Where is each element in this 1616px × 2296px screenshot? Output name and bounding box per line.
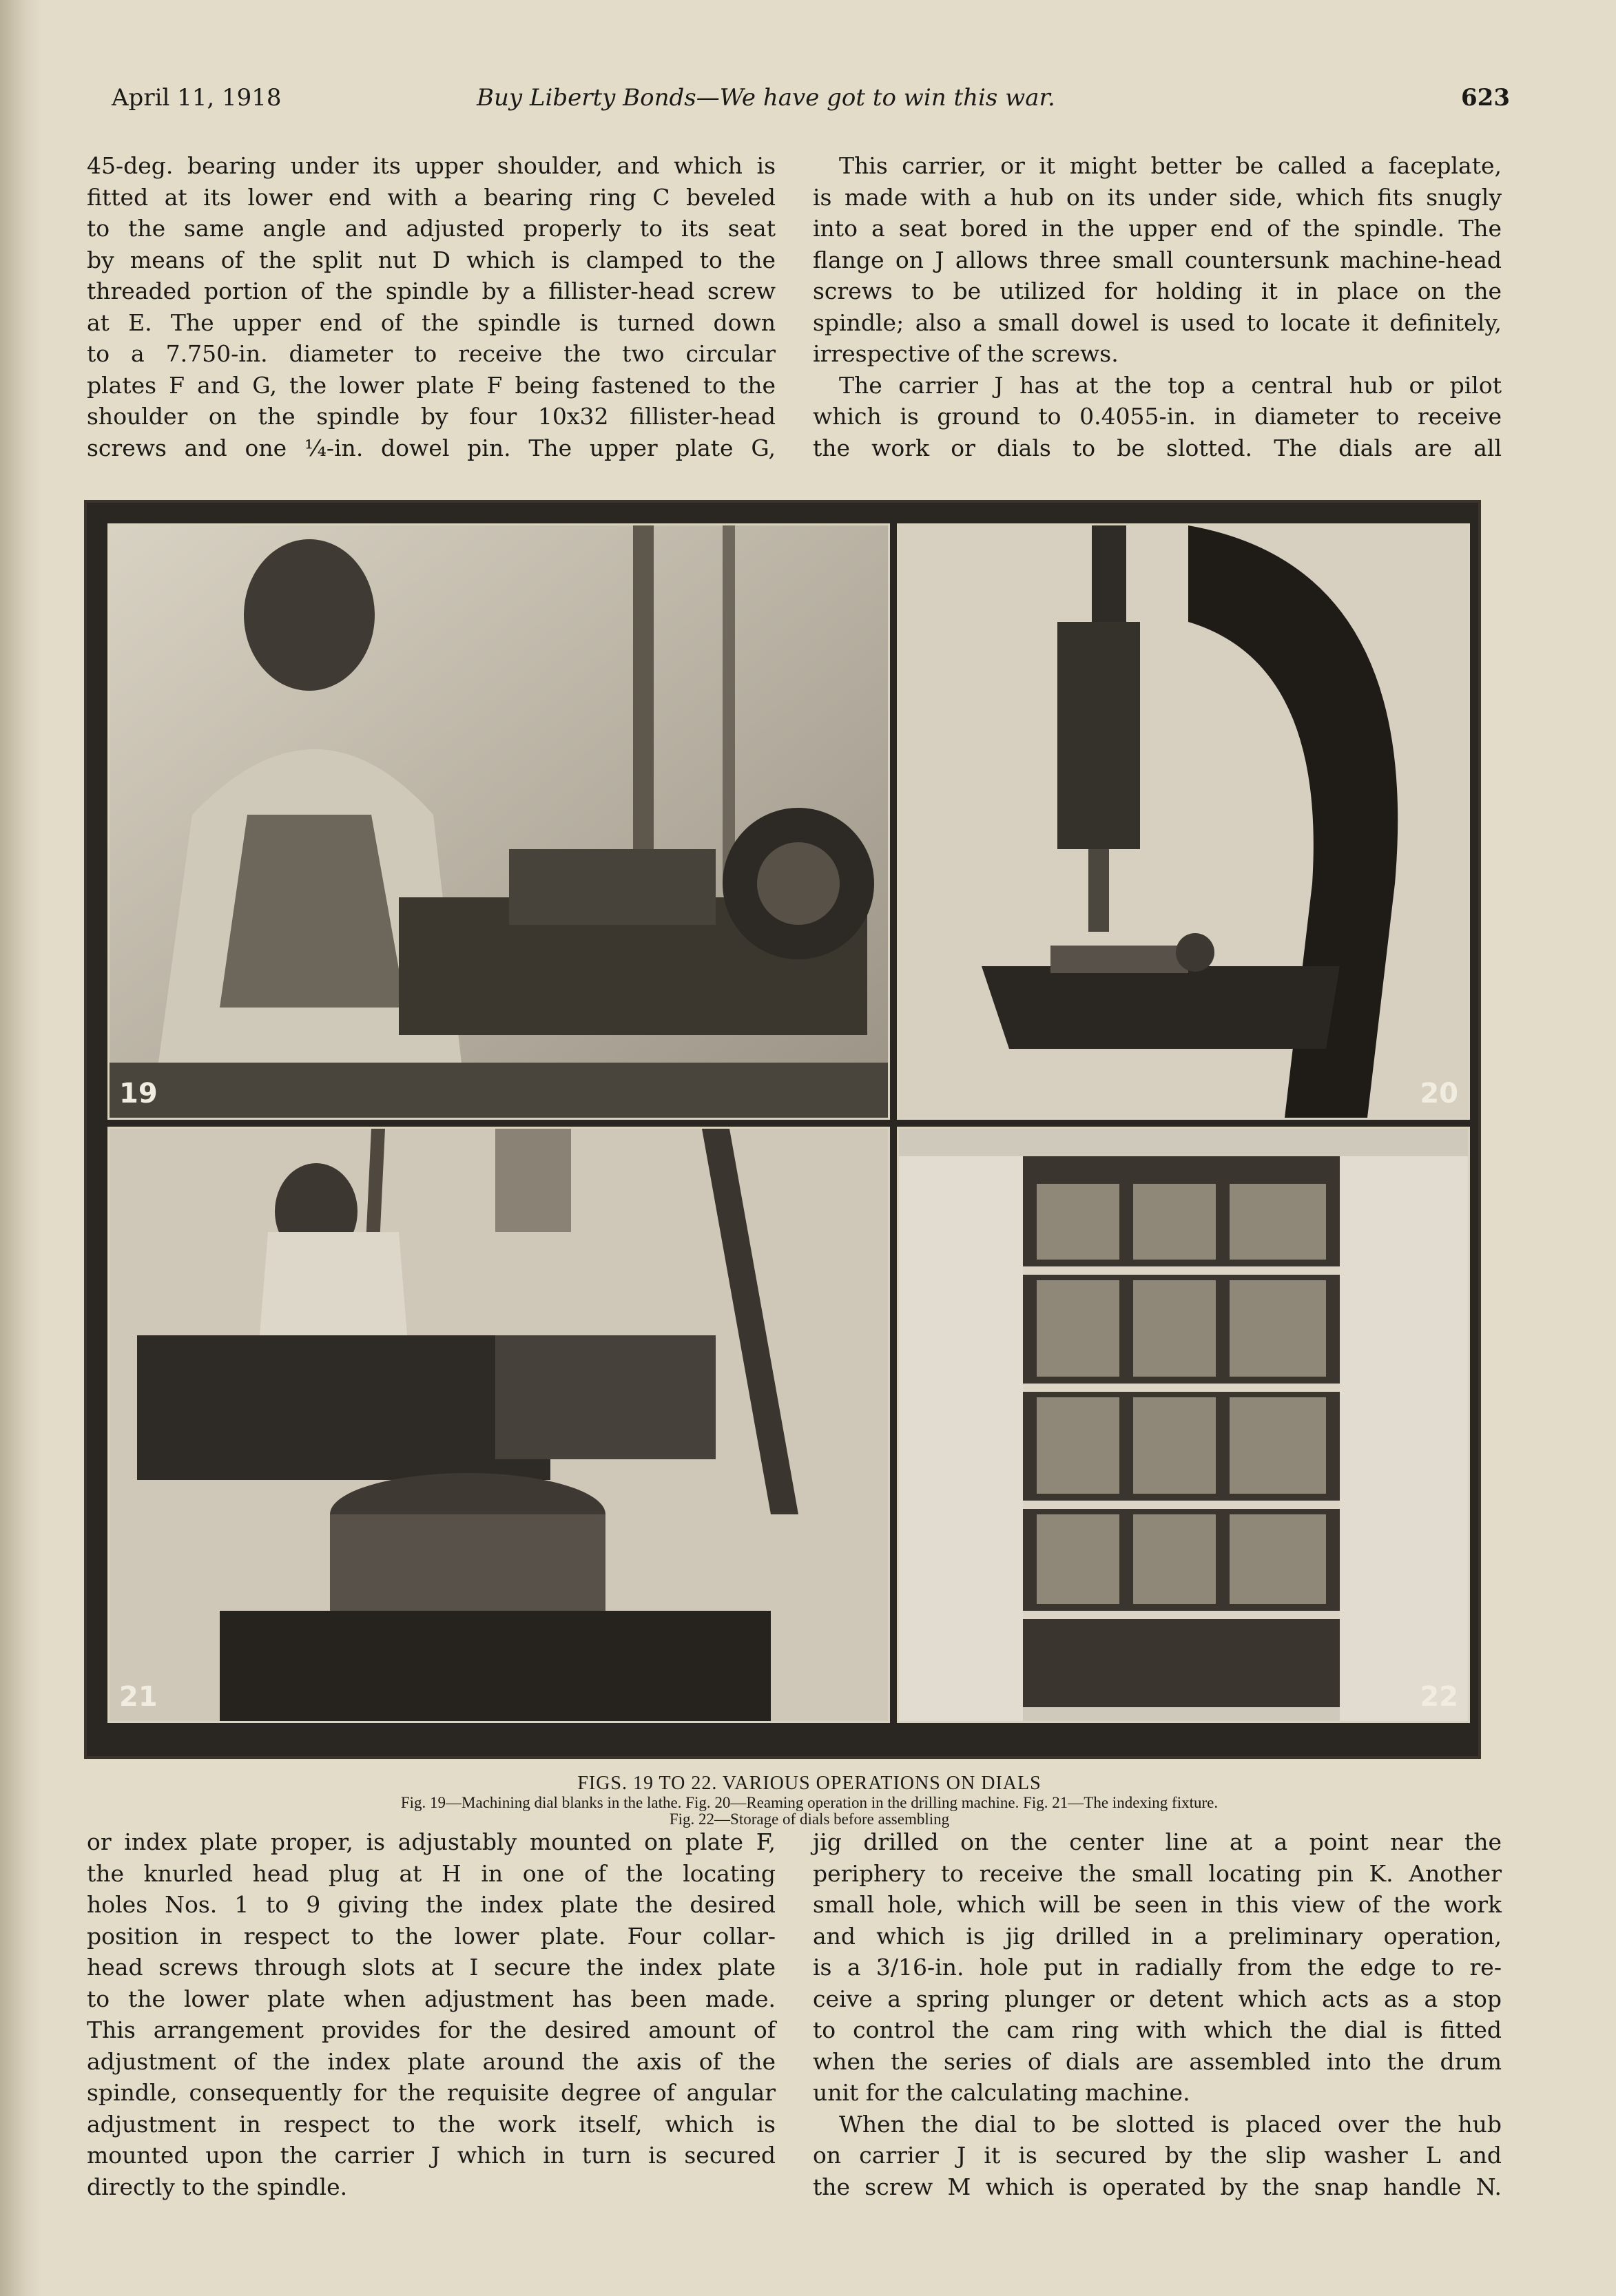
text-line: holes Nos. 1 to 9 giving the index plate the desired [87,1891,776,1918]
column-top-right [813,150,1502,463]
running-header [112,84,1510,125]
text-line: into a seat bored in the upper end of the spindle. The [813,215,1502,242]
text-line: ceive a spring plunger or detent which acts as a stop [813,1985,1502,2012]
text-line: and which is jig drilled in a preliminary operation, [813,1922,1502,1950]
text-line: position in respect to the lower plate. Four collar- [87,1922,776,1950]
text-line: adjustment in respect to the work itself, which is [87,2110,776,2138]
page-binding-edge [0,0,41,2296]
text-line: which is ground to 0.4055-in. in diameter to receive [813,403,1502,430]
figure-number: 22 [1420,1681,1458,1713]
text-line: When the dial to be slotted is placed over the hub [839,2110,1502,2138]
column-bottom-left [87,1826,776,2202]
text-line: screws and one ¼-in. dowel pin. The upper plate G, [87,434,776,461]
text-line: 45-deg. bearing under its upper shoulder, and which is [87,152,776,179]
text-line: the knurled head plug at H in one of the locating [87,1859,776,1887]
text-line: adjustment of the index plate around the axis of the [87,2047,776,2075]
figure-number: 19 [119,1078,158,1109]
text-line: is a 3/16-in. hole put in radially from the edge to re- [813,1954,1502,1981]
text-line: flange on J allows three small countersunk machine-head [813,246,1502,273]
text-line: spindle; also a small dowel is used to locate it definitely, [813,309,1502,336]
text-line: the work or dials to be slotted. The dials are all [813,434,1502,461]
text-line: spindle, consequently for the requisite degree of angular [87,2079,776,2106]
text-line: head screws through slots at I secure the index plate [87,1954,776,1981]
figure-19-lathe-photo [107,523,890,1120]
text-line: irrespective of the screws. [813,340,1119,367]
text-line: small hole, which will be seen in this view of the work [813,1891,1502,1918]
text-line: is made with a hub on its under side, which fits snugly [813,183,1502,211]
text-line: The carrier J has at the top a central hub or pilot [839,371,1502,399]
text-line: periphery to receive the small locating pin K. Another [813,1859,1502,1887]
text-line: jig drilled on the center line at a point near the [813,1828,1502,1855]
text-line: This carrier, or it might better be called a faceplate, [839,152,1502,179]
paragraph [87,1826,776,2202]
text-line: when the series of dials are assembled into the drum [813,2047,1502,2075]
figure-22-storage-cabinet-photo [897,1127,1470,1723]
photo-plate [84,500,1481,1759]
caption-line: Fig. 19—Machining dial blanks in the lathe. Fig. 20—Reaming operation in the drilling machine. Fig. 21—The indexing fixture. [400,1794,1219,1811]
text-line: directly to the spindle. [87,2173,348,2200]
text-line: unit for the calculating machine. [813,2079,1190,2106]
figure-number: 20 [1420,1078,1458,1109]
paragraph [87,150,776,463]
paragraph [813,150,1502,370]
header-slogan: Buy Liberty Bonds—We have got to win this war. [477,84,1055,112]
caption-title: FIGS. 19 TO 22. VARIOUS OPERATIONS ON DIALS [577,1773,1042,1794]
text-line: to control the cam ring with which the dial is fitted [813,2016,1502,2043]
text-line: mounted upon the carrier J which in turn is secured [87,2142,776,2169]
paragraph [813,1826,1502,2109]
text-line: to the same angle and adjusted properly to its seat [87,215,776,242]
paragraph [813,370,1502,464]
text-line: fitted at its lower end with a bearing ring C beveled [87,183,776,211]
figure-20-drill-press-photo [897,523,1470,1120]
paragraph [813,2109,1502,2203]
figure-number: 21 [119,1681,158,1713]
text-line: the screw M which is operated by the snap handle N. [813,2173,1502,2200]
column-bottom-right [813,1826,1502,2202]
text-line: to the lower plate when adjustment has been made. [87,1985,776,2012]
column-top-left [87,150,776,463]
text-line: screws to be utilized for holding it in place on the [813,278,1502,304]
text-line: threaded portion of the spindle by a fillister-head screw [87,278,776,304]
figure-caption [96,1773,1522,1828]
text-line: to a 7.750-in. diameter to receive the two circular [87,340,776,367]
page-number: 623 [1461,84,1510,112]
caption-line: Fig. 22—Storage of dials before assembling [669,1810,950,1828]
text-line: plates F and G, the lower plate F being fastened to the [87,371,776,399]
figure-21-indexing-fixture-photo [107,1127,890,1723]
text-line: This arrangement provides for the desired amount of [87,2016,776,2043]
text-line: or index plate proper, is adjustably mounted on plate F, [87,1828,776,1855]
text-line: by means of the split nut D which is clamped to the [87,246,776,273]
text-line: at E. The upper end of the spindle is turned down [87,309,776,336]
text-line: shoulder on the spindle by four 10x32 fillister-head [87,403,776,430]
header-date: April 11, 1918 [112,84,282,112]
text-line: on carrier J it is secured by the slip washer L and [813,2142,1502,2169]
